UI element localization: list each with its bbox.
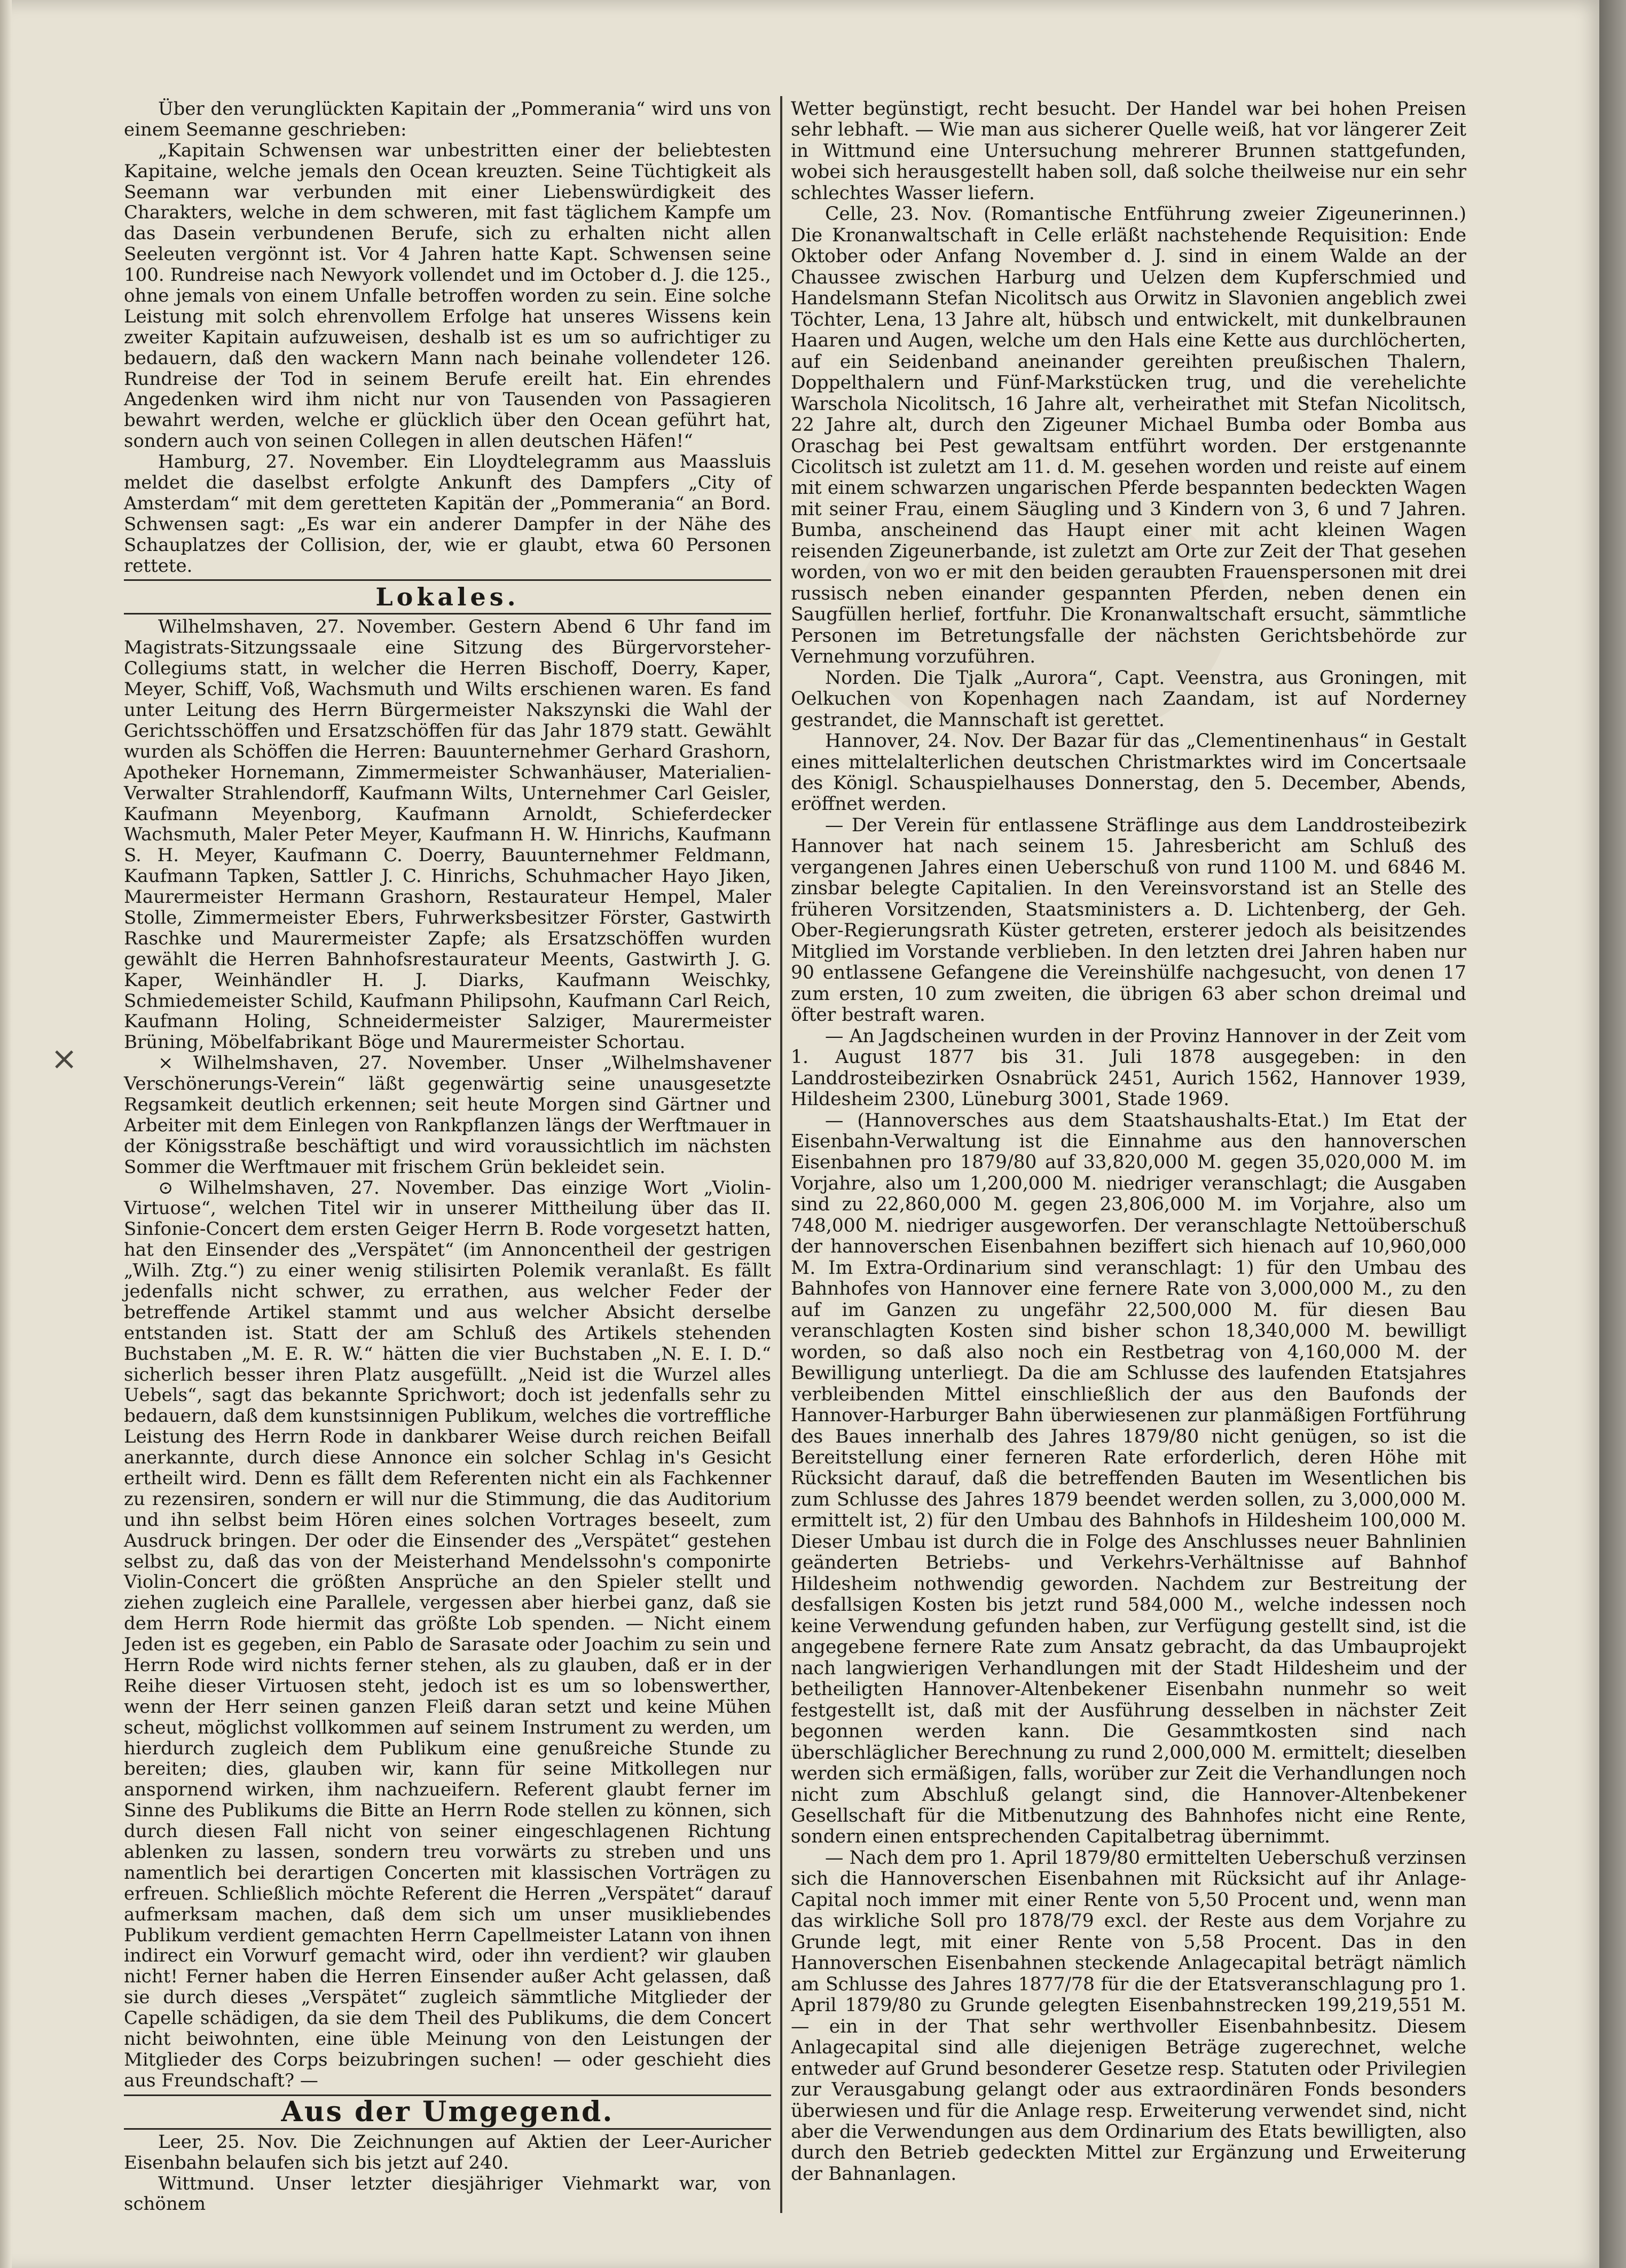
article-paragraph: Celle, 23. Nov. (Romantische Entführung zweier Zigeunerinnen.) Die Kronanwaltschaft in Celle erläßt nachstehende Requisition: Ende Oktober oder Anfang November d. J. sind in einem Walde an der Chaussee zwischen Harburg und Uelzen dem Kupferschmied und Handelsmann Stefan Nicolitsch aus Orwitz in Slavonien angeblich zwei Töchter, Lena, 13 Jahre alt, hübsch und entwickelt, mit dunkelbraunen Haaren und Augen, welche um den Hals eine Kette aus durchlöcherten, auf ein Seidenband aneinander gereihten preußischen Thalern, Doppelthalern und Fünf-Markstücken trug, und die verehelichte Warschola Nicolitsch, 16 Jahre alt, verheirathet mit Stefan Nicolitsch, 22 Jahre alt, durch den Zigeuner Michael Bumba oder Bomba aus Oraschag bei Pest gewaltsam entführt worden. Der erstgenannte Cicolitsch ist zuletzt am 11. d. M. gesehen worden und reiste auf einem mit einem schwarzen ungarischen Pferde bespannten bedeckten Wagen mit seiner Frau, einem Säugling und 3 Kindern von 3, 6 und 7 Jahren. Bumba, anscheinend das Haupt einer mit acht kleinen Wagen reisenden Zigeunerbande, ist zuletzt am Orte zur Zeit der That gesehen worden, von wo er mit den beiden geraubten Frauenspersonen mit drei russisch neben einander gespannten Pferden, neben denen ein Saugfüllen herlief, fortfuhr. Die Kronanwaltschaft ersucht, sämmtliche Personen im Betretungsfalle der nächsten Gerichtsbehörde zur Vernehmung vorzuführen. (791, 203, 1466, 668)
article-paragraph: Wilhelmshaven, 27. November. Gestern Abend 6 Uhr fand im Magistrats-Sitzungssaale eine Sitzung des Bürgervorsteher-Collegiums statt, in welcher die Herren Bischoff, Doerry, Kaper, Meyer, Schiff, Voß, Wachsmuth und Wilts erschienen waren. Es fand unter Leitung des Herrn Bürgermeister Nakszynski die Wahl der Gerichtsschöffen und Ersatzschöffen für das Jahr 1879 statt. Gewählt wurden als Schöffen die Herren: Bauunternehmer Gerhard Grashorn, Apotheker Hornemann, Zimmermeister Schwanhäuser, Materialien-Verwalter Strahlendorff, Kaufmann Wilts, Unternehmer Carl Geisler, Kaufmann Meyenborg, Kaufmann Arnoldt, Schieferdecker Wachsmuth, Maler Peter Meyer, Kaufmann H. W. Hinrichs, Kaufmann S. H. Meyer, Kaufmann C. Doerry, Bauunternehmer Feldmann, Kaufmann Tapken, Sattler J. C. Hinrichs, Schuhmacher Hayo Jiken, Maurermeister Hermann Grashorn, Restaurateur Hempel, Maler Stolle, Zimmermeister Ebers, Fuhrwerksbesitzer Förster, Gastwirth Raschke und Maurermeister Zapfe; als Ersatzschöffen wurden gewählt die Herren Bahnhofsrestaurateur Meents, Gastwirth J. G. Kaper, Weinhändler H. J. Diarks, Kaufmann Weischky, Schmiedemeister Schild, Kaufmann Philipsohn, Kaufmann Carl Reich, Kaufmann Holing, Schneidermeister Salziger, Maurermeister Brüning, Möbelfabrikant Böge und Maurermeister Schortau. (124, 616, 771, 1053)
left-top-articles (124, 99, 771, 576)
article-paragraph: Wittmund. Unser letzter diesjähriger Viehmarkt war, von schönem (124, 2172, 771, 2215)
article-paragraph: Hannover, 24. Nov. Der Bazar für das „Clementinenhaus“ in Gestalt eines mittelalterlichen deutschen Christmarktes wird im Concertsaale des Königl. Schauspielhauses Donnerstag, den 5. December, Abends, eröffnet werden. (791, 730, 1466, 815)
article-paragraph: — Der Verein für entlassene Sträflinge aus dem Landdrosteibezirk Hannover hat nach seinem 15. Jahresbericht am Schluß des vergangenen Jahres einen Ueberschuß von rund 1100 M. und 6846 M. zinsbar belegte Capitalien. In den Vereinsvorstand ist an Stelle des früheren Vorsitzenden, Staatsministers a. D. Lichtenberg, der Geh. Ober-Regierungsrath Küster getreten, ersterer jedoch als beisitzendes Mitglied im Vorstande verblieben. In den letzten drei Jahren haben nur 90 entlassene Gefangene die Vereinshülfe nachgesucht, von denen 17 zum ersten, 10 zum zweiten, die übrigen 63 aber schon dreimal und öfter bestraft waren. (791, 814, 1466, 1026)
margin-pencil-mark: × (51, 1040, 78, 1077)
article-paragraph: Über den verunglückten Kapitain der „Pommerania“ wird uns von einem Seemanne geschrieben: (124, 98, 771, 140)
article-paragraph: × Wilhelmshaven, 27. November. Unser „Wilhelmshavener Verschönerungs-Verein“ läßt gegenwärtig seine unausgesetzte Regsamkeit deutlich erkennen; seit heute Morgen sind Gärtner und Arbeiter mit dem Einlegen von Rankpflanzen längs der Werftmauer in der Königsstraße beschäftigt und wird voraussichtlich im nächsten Sommer die Werftmauer mit frischem Grün bekleidet sein. (124, 1052, 771, 1178)
right-column (791, 99, 1466, 2185)
page-edge-shadow (1599, 0, 1626, 2268)
article-paragraph: — (Hannoversches aus dem Staatshaushalts-Etat.) Im Etat der Eisenbahn-Verwaltung ist die Einnahme aus den hannoverschen Eisenbahnen pro 1879/80 auf 33,820,000 M. gegen 35,020,000 M. im Vorjahre, also um 1,200,000 M. niedriger veranschlagt; die Ausgaben sind zu 22,860,000 M. gegen 23,806,000 M. im Vorjahre, also um 748,000 M. niedriger ausgeworfen. Der veranschlagte Nettoüberschuß der hannoverschen Eisenbahnen beziffert sich hienach auf 10,960,000 M. Im Extra-Ordinarium sind veranschlagt: 1) für den Umbau des Bahnhofes von Hannover eine fernere Rate von 3,000,000 M., zu den auf im Ganzen zu ungefähr 22,500,000 M. für diesen Bau veranschlagten Kosten sind bisher schon 18,340,000 M. bewilligt worden, so daß also noch ein Restbetrag von 4,160,000 M. der Bewilligung unterliegt. Da die am Schlusse des laufenden Etatsjahres verbleibenden Mittel einschließlich der aus den Baufonds der Hannover-Harburger Bahn überwiesenen zur planmäßigen Fortführung des Baues innerhalb des Jahres 1879/80 nicht genügen, so ist die Bereitstellung einer ferneren Rate erforderlich, deren Höhe mit Rücksicht darauf, daß die betreffenden Bauten im Wesentlichen bis zum Schlusse des Jahres 1879 beendet werden sollen, zu 3,000,000 M. ermittelt ist, 2) für den Umbau des Bahnhofs in Hildesheim 100,000 M. Dieser Umbau ist durch die in Folge des Anschlusses neuer Bahnlinien geänderten Betriebs- und Verkehrs-Verhältnisse auf Bahnhof Hildesheim nothwendig geworden. Nachdem zur Bestreitung der desfallsigen Kosten bis jetzt rund 584,000 M., welche indessen noch keine Verwendung gefunden haben, zur Verfügung gestellt sind, ist die angegebene fernere Rate zum Ansatz gebracht, da das Umbauprojekt nach langwierigen Verhandlungen mit der Stadt Hildesheim und der betheiligten Hannover-Altenbekener Eisenbahn nunmehr so weit festgestellt ist, daß mit der Ausführung desselben in nächster Zeit begonnen werden kann. Die Gesammtkosten sind nach überschläglicher Berechnung zu rund 2,000,000 M. ermittelt; dieselben werden sich ermäßigen, falls, worüber zur Zeit die Verhandlungen noch nicht zum Abschluß gelangt sind, die Hannover-Altenbekener Gesellschaft für die Mitbenutzung des Bahnhofes nicht eine Rente, sondern einen entsprechenden Capitalbetrag übernimmt. (791, 1109, 1466, 1848)
article-paragraph: Leer, 25. Nov. Die Zeichnungen auf Aktien der Leer-Auricher Eisenbahn belaufen sich bis jetzt auf 240. (124, 2131, 771, 2174)
article-paragraph: Norden. Die Tjalk „Aurora“, Capt. Veenstra, aus Groningen, mit Oelkuchen von Kopenhagen nach Zaandam, ist auf Norderney gestrandet, die Mannschaft ist gerettet. (791, 667, 1466, 731)
binding-edge (0, 0, 12, 2268)
column-rule (780, 96, 782, 2213)
article-paragraph: „Kapitain Schwensen war unbestritten einer der beliebtesten Kapitaine, welche jemals den Ocean kreuzten. Seine Tüchtigkeit als Seemann war verbunden mit einer Liebenswürdigkeit des Charakters, welche in dem schweren, mit fast täglichem Kampfe um das Dasein verbundenen Berufe, sich zu erhalten nicht allen Seeleuten vergönnt ist. Vor 4 Jahren hatte Kapt. Schwensen seine 100. Rundreise nach Newyork vollendet und im October d. J. die 125., ohne jemals von einem Unfalle betroffen worden zu sein. Eine solche Leistung mit solch ehrenvollem Erfolge hat unseres Wissens kein zweiter Kapitain aufzuweisen, deshalb ist es um so aufrichtiger zu bedauern, daß den wackern Mann nach beinahe vollendeter 126. Rundreise der Tod in seinem Berufe ereilt hat. Ein ehrendes Angedenken wird ihm nicht nur von Tausenden von Passagieren bewahrt werden, welche er glücklich über den Ocean geführt hat, sondern auch von seinen Collegen in allen deutschen Häfen!“ (124, 139, 771, 452)
section-heading-umgegend: Aus der Umgegend. (124, 2094, 771, 2130)
article-paragraph: — Nach dem pro 1. April 1879/80 ermittelten Ueberschuß verzinsen sich die Hannoverschen Eisenbahnen mit Rücksicht auf ihr Anlage-Capital noch immer mit einer Rente von 5,50 Procent und, wenn man das wirkliche Soll pro 1878/79 excl. der Reste aus dem Vorjahre zu Grunde legt, mit einer Rente von 5,58 Procent. Das in den Hannoverschen Eisenbahnen steckende Anlagecapital beträgt nämlich am Schlusse des Jahres 1877/78 für die der Etatsveranschlagung pro 1. April 1879/80 zu Grunde gelegten Eisenbahnstrecken 199,219,551 M. — ein in der That sehr werthvoller Eisenbahnbesitz. Diesem Anlagecapital sind alle diejenigen Beträge zugerechnet, welche entweder auf Grund besonderer Gesetze resp. Statuten oder Privilegien zur Verausgabung gelangt oder aus extraordinären Fonds besonders überwiesen und für die Anlage resp. Erweiterung verwendet sind, nicht aber die Verwendungen aus dem Ordinarium des Etats bewilligten, also durch den Betrieb gedeckten Mittel zur Ergänzung und Erweiterung der Bahnanlagen. (791, 1847, 1466, 2185)
article-paragraph: Hamburg, 27. November. Ein Lloydtelegramm aus Maassluis meldet die daselbst erfolgte Ankunft des Dampfers „City of Amsterdam“ mit dem geretteten Kapitän der „Pommerania“ an Bord. Schwensen sagt: „Es war ein anderer Dampfer in der Nähe des Schauplatzes der Collision, der, wie er glaubt, etwa 60 Personen rettete. (124, 451, 771, 577)
section-heading-lokales: Lokales. (124, 579, 771, 615)
article-paragraph: — An Jagdscheinen wurden in der Provinz Hannover in der Zeit vom 1. August 1877 bis 31. Juli 1878 ausgegeben: in den Landdrosteibezirken Osnabrück 2451, Aurich 1562, Hannover 1939, Hildesheim 2300, Lüneburg 3001, Stade 1969. (791, 1025, 1466, 1111)
umgegend-articles (124, 2132, 771, 2215)
lokales-articles (124, 617, 771, 2091)
right-column-articles (791, 99, 1466, 2185)
article-paragraph: Wetter begünstigt, recht besucht. Der Handel war bei hohen Preisen sehr lebhaft. — Wie man aus sicherer Quelle weiß, hat vor längerer Zeit in Wittmund eine Untersuchung mehrerer Brunnen stattgefunden, wobei sich herausgestellt haben soll, daß solche theilweise nur ein sehr schlechtes Wasser liefern. (791, 98, 1466, 204)
article-paragraph: ⊙ Wilhelmshaven, 27. November. Das einzige Wort „Violin-Virtuose“, welchen Titel wir in unserer Mittheilung über das II. Sinfonie-Concert dem ersten Geiger Herrn B. Rode vorgesetzt hatten, hat den Einsender des „Verspätet“ (im Annoncentheil der gestrigen „Wilh. Ztg.“) zu einer wenig stilisirten Polemik veranlaßt. Es fällt jedenfalls nicht schwer, zu errathen, aus welcher Feder der betreffende Artikel stammt und aus welcher Absicht derselbe entstanden ist. Statt der am Schluß des Artikels stehenden Buchstaben „M. E. R. W.“ hätten die vier Buchstaben „N. E. I. D.“ sicherlich besser ihren Platz ausgefüllt. „Neid ist die Wurzel alles Uebels“, sagt das bekannte Sprichwort; doch ist jedenfalls sehr zu bedauern, daß dem kunstsinnigen Publikum, welches die vortreffliche Leistung des Herrn Rode in dankbarer Weise durch reichen Beifall anerkannte, durch diese Annonce ein solcher Schlag in's Gesicht ertheilt wird. Denn es fällt dem Referenten nicht ein als Fachkenner zu rezensiren, sondern er will nur die Stimmung, die das Auditorium und ihn selbst beim Hören eines solchen Vortrages beseelt, zum Ausdruck bringen. Der oder die Einsender des „Verspätet“ gestehen selbst zu, daß das von der Meisterhand Mendelssohn's componirte Violin-Concert die größten Ansprüche an den Spieler stellt und ziehen zugleich eine Parallele, vergessen aber hierbei ganz, daß sie dem Herrn Rode hiermit das größte Lob spenden. — Nicht einem Jeden ist es gegeben, ein Pablo de Sarasate oder Joachim zu sein und Herrn Rode wird nichts ferner stehen, als zu glauben, daß er in der Reihe dieser Virtuosen steht, jedoch ist es um so lobenswerther, wenn der Herr seinen ganzen Fleiß daran setzt und keine Mühen scheut, möglichst vollkommen auf seinem Instrument zu werden, um hierdurch zugleich dem Publikum eine genußreiche Stunde zu bereiten; dies, glauben wir, kann für seine Mitkollegen nur anspornend wirken, ihm nachzueifern. Referent glaubt ferner im Sinne des Publikums die Bitte an Herrn Rode stellen zu können, sich durch diesen Fall nicht von seiner eingeschlagenen Richtung ablenken zu lassen, sondern treu vorwärts zu streben und uns namentlich bei derartigen Concerten mit klassischen Vorträgen zu erfreuen. Schließlich möchte Referent die Herren „Verspätet“ darauf aufmerksam machen, daß dem sich um unser musikliebendes Publikum verdient gemachten Herrn Capellmeister Latann von ihnen indirect ein Vorwurf gemacht wird, oder ihn verdient? wir glauben nicht! Ferner haben die Herren Einsender außer Acht gelassen, daß sie durch dieses „Verspätet“ zugleich sämmtliche Mitglieder der Capelle schädigen, da sie dem Theil des Publikums, die dem Concert nicht beiwohnten, eine üble Meinung von den Leistungen der Mitglieder des Corps beizubringen suchen! — oder geschieht dies aus Freundschaft? — (124, 1177, 771, 2091)
left-column (124, 99, 771, 2215)
